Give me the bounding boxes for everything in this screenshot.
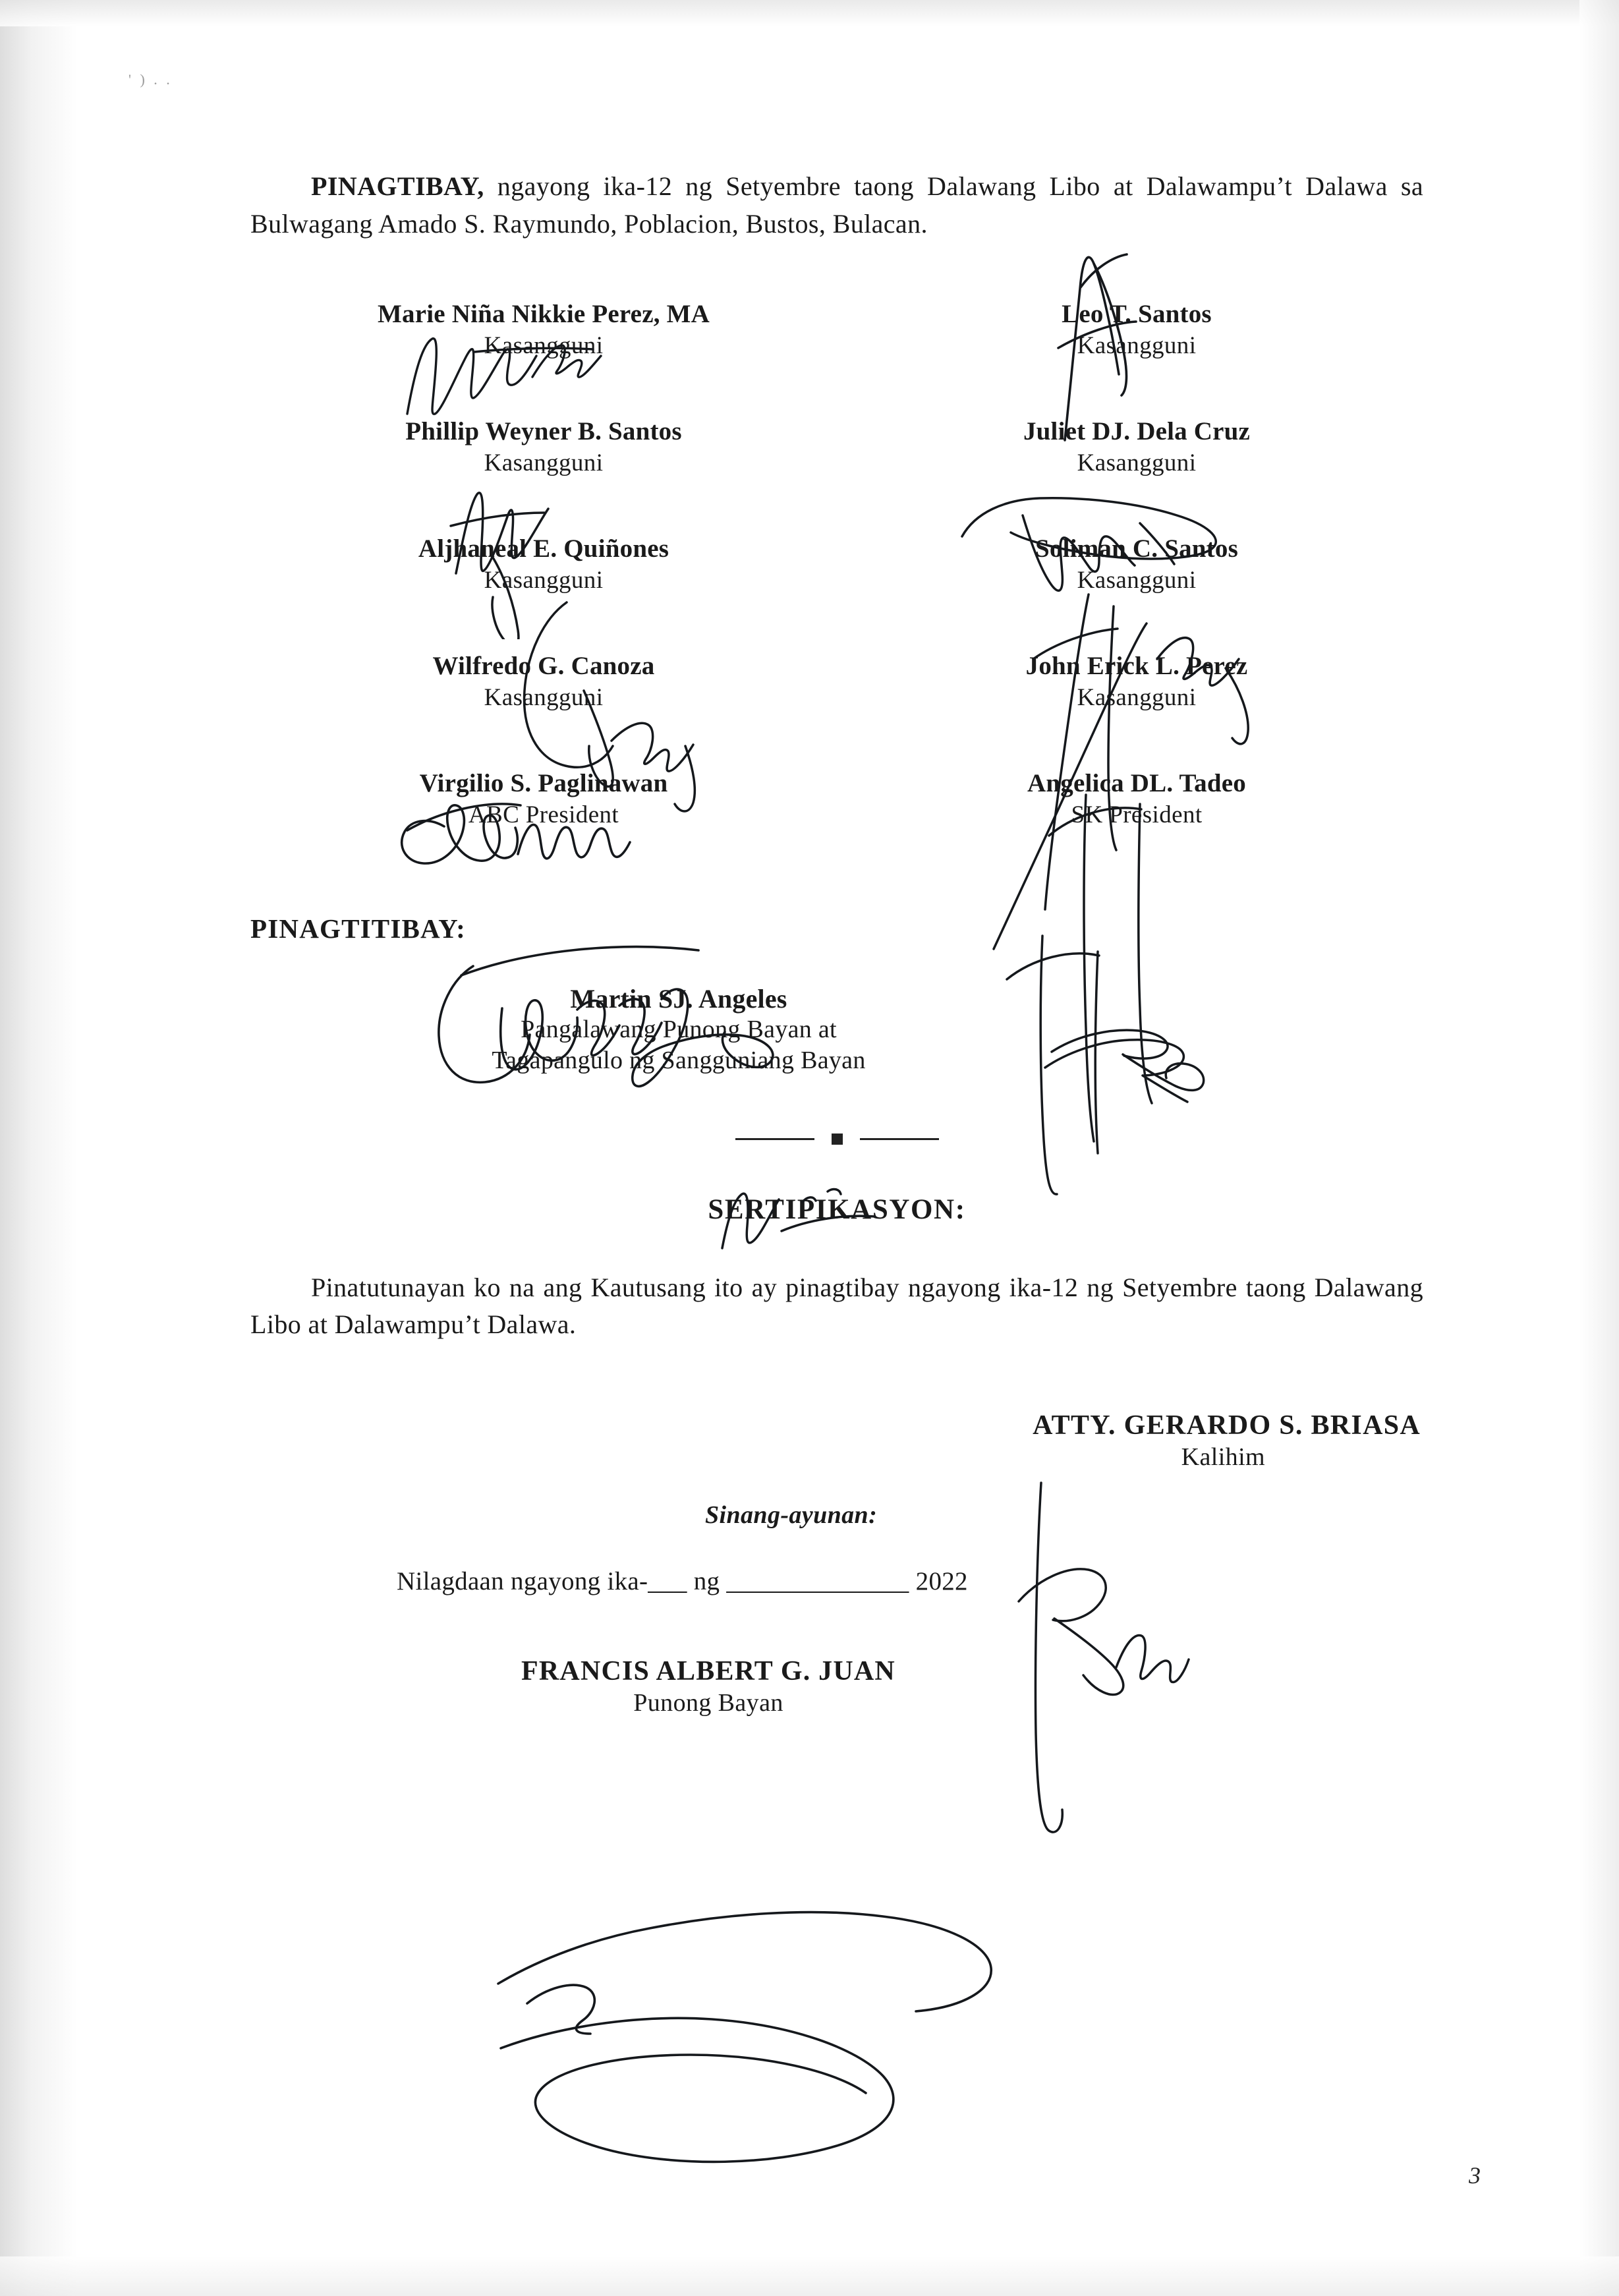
signatory-grid bbox=[250, 300, 1423, 886]
certification-body: Pinatutunayan ko na ang Kautusang ito ay pinagtibay ngayong ika-12 ng Setyembre taong Dalawang Libo at Dalawampu’t Dalawa. bbox=[250, 1272, 1423, 1340]
signatory-name: Soliman C. Santos bbox=[1035, 534, 1238, 563]
signatory-name: Juliet DJ. Dela Cruz bbox=[1023, 416, 1251, 445]
scan-edge-bottom bbox=[0, 2256, 1619, 2296]
signatory-row bbox=[250, 534, 1423, 652]
signatory-title: Kasangguni bbox=[1077, 684, 1197, 712]
signatory-name: Wilfredo G. Canoza bbox=[432, 651, 655, 680]
enactment-body: ngayong ika-12 ng Setyembre taong Dalawang Libo at Dalawampu’t Dalawa sa Bulwagang Amado S. Raymundo, Poblacion, Bustos, Bulacan. bbox=[250, 171, 1423, 239]
signatory-row bbox=[250, 417, 1423, 534]
section-divider bbox=[708, 1134, 965, 1145]
conforme-label: Sinang-ayunan: bbox=[705, 1501, 878, 1530]
divider-square bbox=[832, 1134, 843, 1145]
secretary-title: Kalihim bbox=[1181, 1443, 1265, 1472]
enactment-paragraph bbox=[250, 168, 1423, 243]
signatory-name: John Erick L. Perez bbox=[1025, 651, 1248, 680]
signatory-name: Leo T. Santos bbox=[1062, 299, 1212, 328]
signatory-title: ABC President bbox=[468, 801, 619, 829]
mayor-title: Punong Bayan bbox=[633, 1689, 783, 1717]
signatory-title: Kasangguni bbox=[1077, 449, 1197, 477]
signatory-title: Kasangguni bbox=[484, 332, 604, 360]
scan-speck: ' ) . . bbox=[128, 71, 173, 88]
divider-bar-left bbox=[735, 1138, 814, 1140]
enactment-keyword: PINAGTIBAY, bbox=[311, 171, 484, 201]
scan-edge-right bbox=[1579, 0, 1619, 2296]
signatory-row bbox=[250, 769, 1423, 886]
signatory-block bbox=[250, 534, 837, 652]
signatory-block bbox=[837, 652, 1423, 769]
signatory-title: Kasangguni bbox=[1077, 567, 1197, 594]
secretary-block bbox=[250, 1410, 1423, 1472]
signatory-name: Phillip Weyner B. Santos bbox=[405, 416, 682, 445]
mayor-name: FRANCIS ALBERT G. JUAN bbox=[521, 1656, 895, 1687]
signatory-title: Kasangguni bbox=[1077, 332, 1197, 360]
signed-date-line: Nilagdaan ngayong ika-___ ng ______________ 2022 bbox=[397, 1567, 968, 1596]
signatory-row bbox=[250, 652, 1423, 769]
signature-ink-francis-albert-juan bbox=[461, 1885, 1160, 2188]
attestor-name: Martin SJ. Angeles bbox=[570, 983, 787, 1014]
signatory-title: SK President bbox=[1071, 801, 1203, 829]
signatory-name: Aljhaneal E. Quiñones bbox=[418, 534, 669, 563]
signatory-title: Kasangguni bbox=[484, 684, 604, 712]
certification-paragraph bbox=[250, 1269, 1423, 1344]
divider-bar-right bbox=[860, 1138, 939, 1140]
signatory-block bbox=[250, 300, 837, 417]
signatory-title: Kasangguni bbox=[484, 567, 604, 594]
signatory-block bbox=[250, 417, 837, 534]
attestor-title-line2: Tagapangulo ng Sangguniang Bayan bbox=[492, 1047, 866, 1075]
attestor-title-line1: Pangalawang Punong Bayan at bbox=[521, 1015, 837, 1043]
signatory-block bbox=[837, 769, 1423, 886]
signatory-name: Virgilio S. Paglinawan bbox=[419, 768, 668, 797]
signatory-block bbox=[250, 652, 837, 769]
signatory-row bbox=[250, 300, 1423, 417]
page-number: 3 bbox=[1469, 2162, 1481, 2189]
signatory-name: Angelica DL. Tadeo bbox=[1027, 768, 1246, 797]
signatory-title: Kasangguni bbox=[484, 449, 604, 477]
attestor-block bbox=[250, 984, 1107, 1077]
secretary-name: ATTY. GERARDO S. BRIASA bbox=[1033, 1410, 1421, 1441]
signatory-block bbox=[837, 417, 1423, 534]
attested-label: PINAGTITIBAY: bbox=[250, 913, 467, 944]
scan-edge-top bbox=[0, 0, 1619, 26]
scan-edge-left bbox=[0, 0, 78, 2296]
certification-heading: SERTIPIKASYON: bbox=[708, 1193, 966, 1225]
signatory-block bbox=[250, 769, 837, 886]
signatory-name: Marie Niña Nikkie Perez, MA bbox=[378, 299, 710, 328]
mayor-block bbox=[250, 1655, 1166, 1717]
signatory-block bbox=[837, 300, 1423, 417]
signatory-block bbox=[837, 534, 1423, 652]
document-content bbox=[250, 168, 1423, 1717]
